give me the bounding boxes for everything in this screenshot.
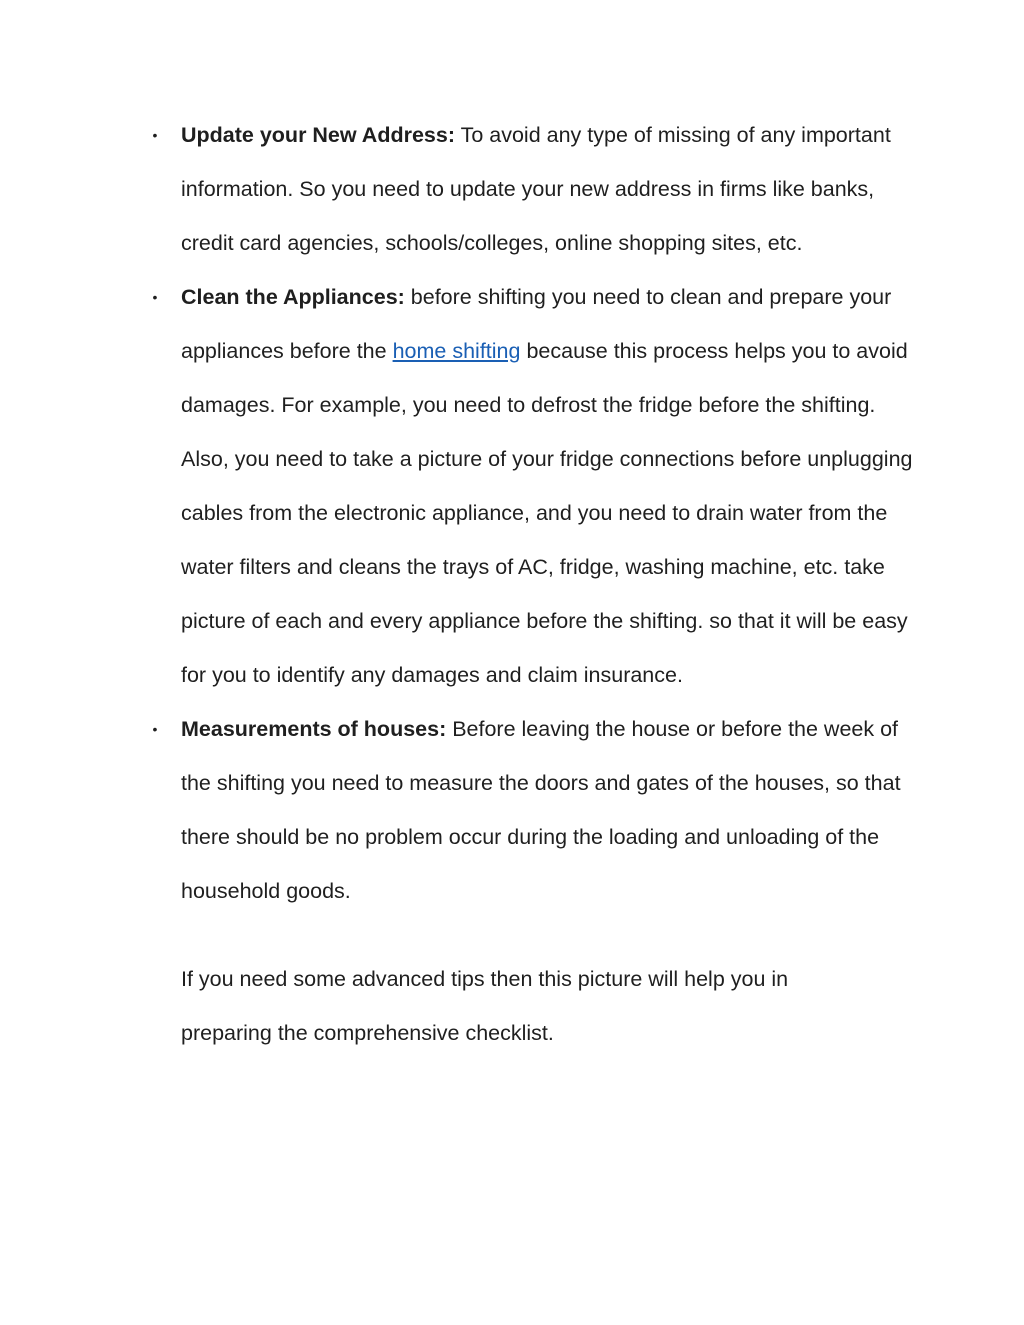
item-label: Measurements of houses: bbox=[181, 717, 447, 741]
list-item-clean-appliances bbox=[0, 270, 1024, 702]
item-label: Clean the Appliances: bbox=[181, 285, 405, 309]
tips-list bbox=[0, 108, 1024, 918]
bullet-icon: • bbox=[152, 127, 158, 143]
document-body bbox=[0, 108, 1024, 1060]
closing-paragraph: If you need some advanced tips then this picture will help you in preparing the comprehensive checklist. bbox=[181, 967, 789, 1045]
list-item-measurements bbox=[0, 702, 1024, 918]
item-text-before-link: before shifting you need to clean and prepare your appliances before the bbox=[181, 285, 892, 363]
home-shifting-link[interactable]: home shifting bbox=[392, 339, 521, 363]
item-text: To avoid any type of missing of any important information. So you need to update your new address in firms like banks, credit card agencies, schools/colleges, online shopping sites, etc. bbox=[181, 123, 891, 255]
item-text-after-link: because this process helps you to avoid damages. For example, you need to defrost the fridge before the shifting. Also, you need to take a picture of your fridge connections before unplugging cables from the electronic appliance, and you need to drain water from the water filters and cleans the trays of AC, fridge, washing machine, etc. take picture of each and every appliance before the shifting. so that it will be easy for you to identify any damages and claim insurance. bbox=[181, 339, 913, 687]
bullet-icon: • bbox=[152, 721, 158, 737]
bullet-icon: • bbox=[152, 289, 158, 305]
item-text: Before leaving the house or before the week of the shifting you need to measure the doors and gates of the houses, so that there should be no problem occur during the loading and unloading of the household goods. bbox=[181, 717, 901, 903]
item-label: Update your New Address: bbox=[181, 123, 455, 147]
list-item-update-address bbox=[0, 108, 1024, 270]
